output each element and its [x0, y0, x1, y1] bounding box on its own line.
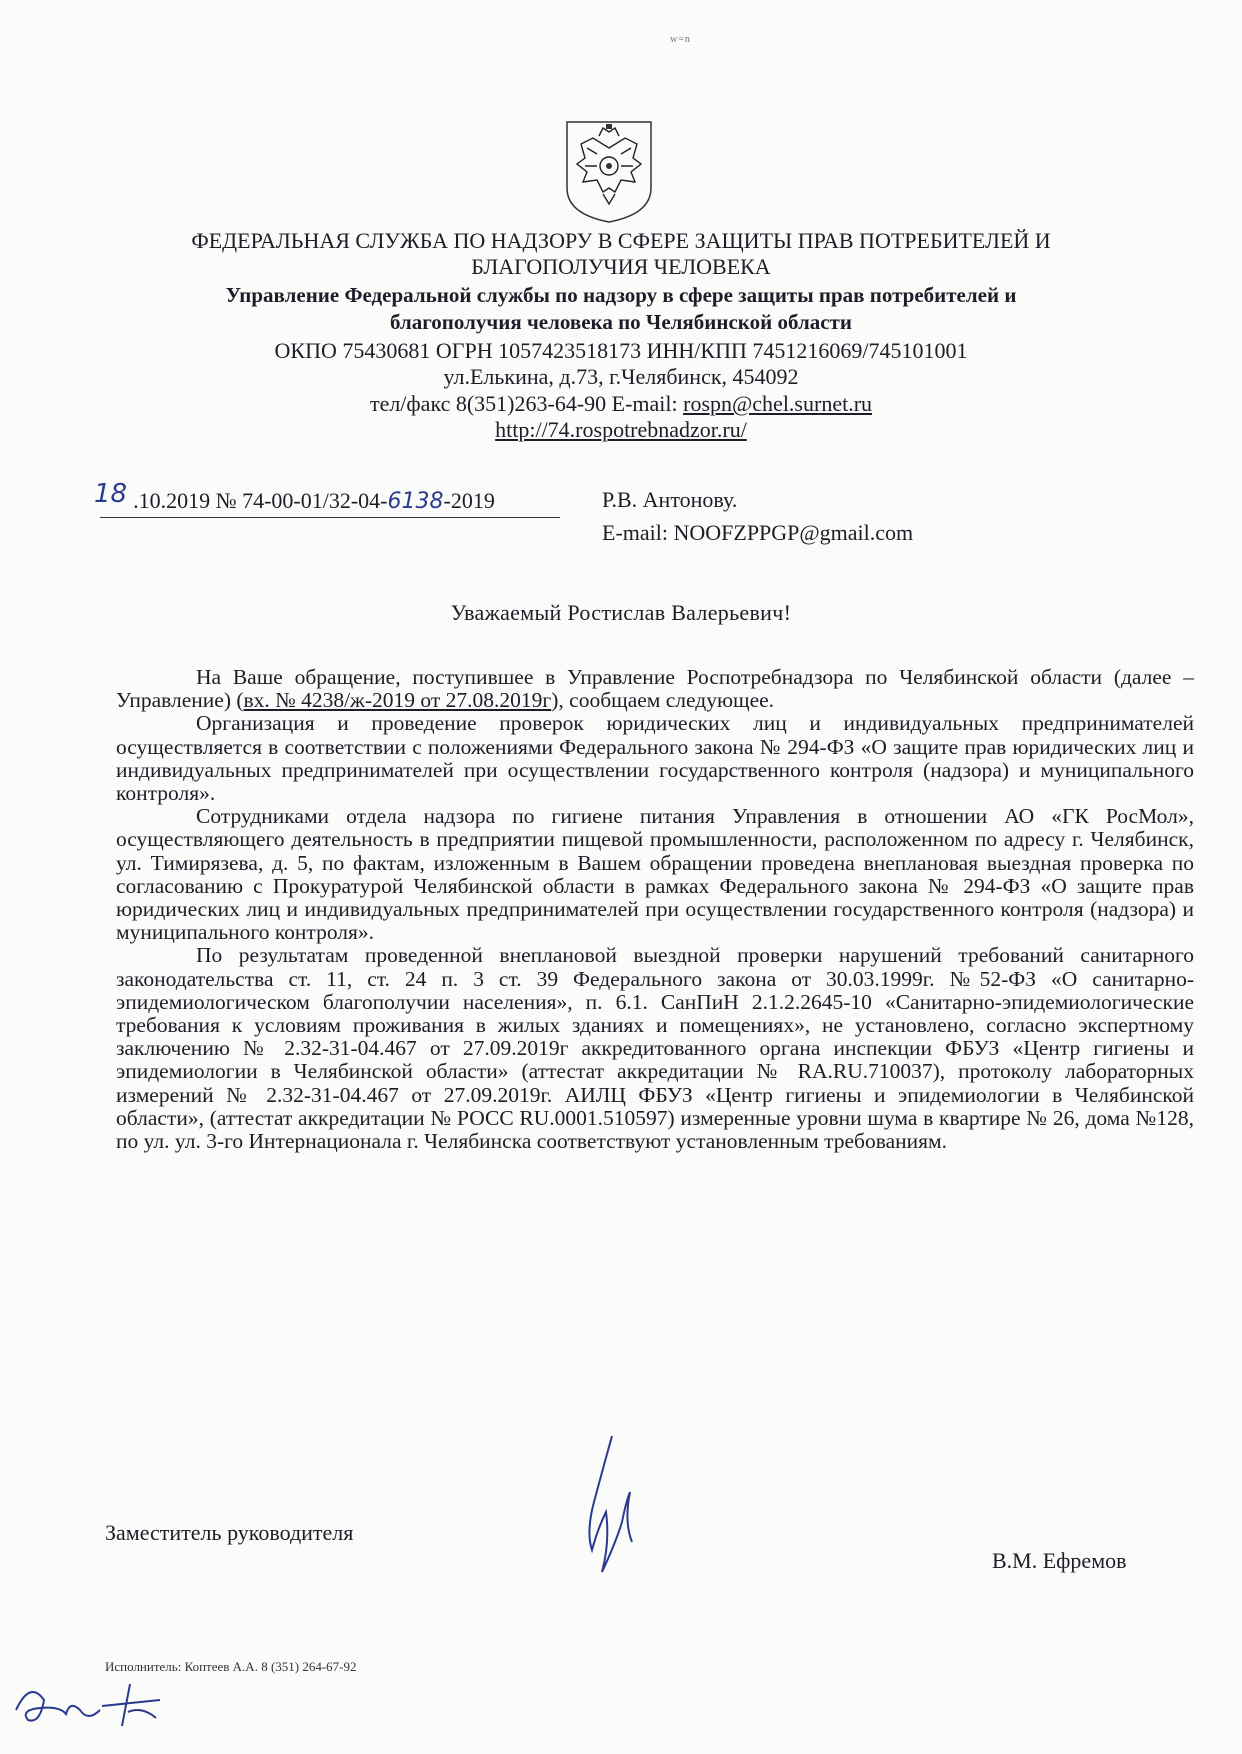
- header-phone: тел/факс 8(351)263-64-90 E-mail:: [369, 391, 684, 416]
- header-codes: ОКПО 75430681 ОГРН 1057423518173 ИНН/КПП 7451216069/745101001: [274, 338, 968, 363]
- p1-text-before: На Ваше обращение, поступившее в Управление Роспотребнадзора по Челябинской области (далее – Управление) (: [116, 665, 1194, 713]
- signatory-name: В.М. Ефремов: [992, 1548, 1127, 1573]
- p1-text-after: ), сообщаем следующее.: [551, 688, 775, 713]
- registration-number-handwritten: 6138: [387, 489, 444, 514]
- header-website-link[interactable]: http://74.rospotrebnadzor.ru/: [495, 417, 747, 442]
- registration-date-number: .10.2019 № 74-00-01/32-04-: [133, 488, 388, 513]
- signatory-title: Заместитель руководителя: [105, 1520, 354, 1545]
- scan-mark: w=n: [670, 34, 691, 45]
- registration-year: -2019: [443, 488, 495, 513]
- header-agency-line-1: ФЕДЕРАЛЬНАЯ СЛУЖБА ПО НАДЗОРУ В СФЕРЕ ЗАЩИТЫ ПРАВ ПОТРЕБИТЕЛЕЙ И: [191, 228, 1051, 253]
- handwritten-signature: [572, 1432, 652, 1582]
- body-paragraph-3: Сотрудниками отдела надзора по гигиене питания Управления в отношении АО «ГК РосМол», осуществляющего деятельность в предприятии пищевой промышленности, расположенном по адресу г. Челябинск, ул. Тимирязева, д. 5, по фактам, изложенным в Вашем обращении проведена внеплановая выездная проверка по согласованию с Прокуратурой Челябинской области в рамках Федерального закона № 294-ФЗ «О защите прав юридических лиц и индивидуальных предпринимателей при осуществлении государственного контроля (надзора) и муниципального контроля».: [116, 804, 1194, 945]
- header-email-link[interactable]: rospn@chel.surnet.ru: [683, 391, 873, 416]
- header-agency-line-2: БЛАГОПОЛУЧИЯ ЧЕЛОВЕКА: [471, 254, 771, 279]
- addressee-name: Р.В. Антонову.: [602, 487, 738, 512]
- addressee-email: E-mail: NOOFZPPGP@gmail.com: [602, 520, 914, 545]
- incoming-reference: вх. № 4238/ж-2019 от 27.08.2019г: [243, 688, 552, 713]
- letter-body: [116, 666, 1194, 1153]
- registration-day-handwritten: 18: [94, 479, 128, 509]
- body-paragraph-1: [116, 666, 1194, 712]
- header-contacts: [0, 391, 1242, 417]
- executor-info: Исполнитель: Коптеев А.А. 8 (351) 264-67-92: [105, 1659, 357, 1674]
- handwritten-initials: [10, 1670, 190, 1740]
- header-department-line-1: Управление Федеральной службы по надзору в сфере защиты прав потребителей и: [225, 283, 1017, 307]
- header-website: [0, 417, 1242, 443]
- header-department-line-2: благополучия человека по Челябинской области: [390, 310, 852, 334]
- body-paragraph-2: Организация и проведение проверок юридических лиц и индивидуальных предпринимателей осуществляется в соответствии с положениями Федерального закона № 294-ФЗ «О защите прав юридических лиц и индивидуальных предпринимателей при осуществлении государственного контроля (надзора) и муниципального контроля».: [116, 711, 1194, 806]
- registration-line: [94, 479, 560, 518]
- coat-of-arms-icon: [563, 118, 655, 226]
- header-address: ул.Елькина, д.73, г.Челябинск, 454092: [443, 364, 799, 389]
- body-paragraph-4: По результатам проведенной внеплановой выездной проверки нарушений требований санитарного законодательства ст. 11, ст. 24 п. 3 ст. 39 Федерального закона от 30.03.1999г. №52-ФЗ «О санитарно-эпидемиологическом благополучии населения», п. 6.1. СанПиН 2.1.2.2645-10 «Санитарно-эпидемиологические требования к условиям проживания в жилых зданиях и помещениях», не установлено, согласно экспертному заключению № 2.32-31-04.467 от 27.09.2019г аккредитованного органа инспекции ФБУЗ «Центр гигиены и эпидемиологии в Челябинской области» (аттестат аккредитации № RA.RU.710037), протоколу лабораторных измерений № 2.32-31-04.467 от 27.09.2019г. АИЛЦ ФБУЗ «Центр гигиены и эпидемиологии в Челябинской области», (аттестат аккредитации № РОСС RU.0001.510597) измеренные уровни шума в квартире № 26, дома №128, по ул. ул. 3-го Интернационала г. Челябинска соответствуют установленным требованиям.: [116, 943, 1194, 1154]
- greeting: Уважаемый Ростислав Валерьевич!: [450, 600, 792, 625]
